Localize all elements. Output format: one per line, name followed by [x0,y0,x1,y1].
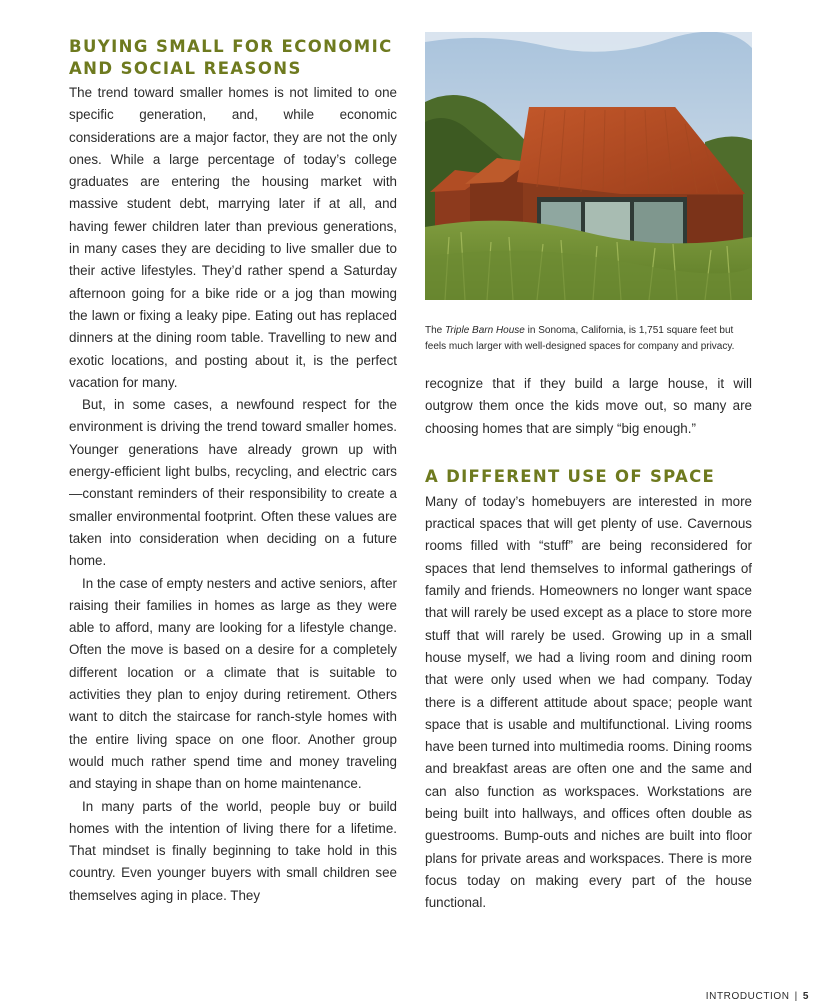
footer-separator: | [794,991,798,1002]
page-footer [706,991,809,1002]
footer-section-name: INTRODUCTION [705,991,790,1002]
triple-barn-house-image [425,32,752,300]
caption-house-name: Triple Barn House [445,325,525,336]
caption-prefix: The [425,325,446,336]
body-paragraph-4: In many parts of the world, people buy or build homes with the intention of living there for a lifetime. That mindset is finally beginning to take hold in this country. Even younger buyers with small children see themselves aging in place. They [69,798,397,903]
house-photo [425,32,752,300]
right-column [425,32,752,915]
photo-caption [425,323,752,355]
body-paragraph-3: In the case of empty nesters and active seniors, after raising their families in homes as large as they were able to afford, many are looking for a lifestyle change. Often the move is based on a desire for a completely different location or a climate that is suitable to activities they plan to enjoy during retirement. Others want to ditch the staircase for ranch-style homes with the entire living space on one floor. Another group would much rather spend time and money traveling and staying in shape than on home maintenance. [69,575,397,792]
left-column [69,36,397,907]
section-heading-different-use: A DIFFERENT USE OF SPACE [425,466,716,486]
body-paragraph-2: But, in some cases, a newfound respect for the environment is driving the trend toward smaller homes. Younger generations have already grown up with energy-efficient light bulbs, recycling, and electric cars—constant reminders of their responsibility to create a smaller environmental footprint. Often these values are taken into consideration when deciding on a future home. [69,397,397,569]
page-number: 5 [802,991,809,1002]
body-paragraph-1: The trend toward smaller homes is not limited to one specific generation, and, while economic considerations are a major factor, they are not the only ones. While a large percentage of today’s college graduates are entering the housing market with massive student debt, marrying later if at all, and having fewer children later than previous generations, in many cases they are deciding to live smaller due to their active lifestyles. They’d rather spend a Saturday afternoon going for a bike ride or a jog than mowing the lawn or fixing a leaky pipe. Eating out has replaced dinners at the dining room table. Travelling to new and exotic locations, and posting about it, is the perfect vacation for many. [69,85,397,390]
caption-text: in Sonoma, California, is 1,751 square feet but feels much larger with well-designed spaces for company and privacy. [425,325,735,352]
body-paragraph-space: Many of today’s homebuyers are interested in more practical spaces that will get plenty of use. Cavernous rooms filled with “stuff” are being reconsidered for spaces that lend themselves to informal gatherings of family and friends. Homeowners no longer want space that will rarely be used except as a place to store more stuff that will rarely be used. Growing up in a small house myself, we had a living room and dining room that were only used when we had company. Today there is a different attitude about space; people want space that is usable and multifunctional. Living rooms have been turned into multimedia rooms. Dining rooms and breakfast areas are often one and the same and can also function as workspaces. Workstations are being built into hallways, and offices often double as guestrooms. Bump-outs and niches are built into floor plans for private areas and workspaces. There is more focus today on making every part of the house functional. [425,493,752,911]
section-heading-buying-small: BUYING SMALL FOR ECONOMIC AND SOCIAL REASONS [69,37,393,78]
continued-paragraph: recognize that if they build a large house, it will outgrow them once the kids move out, so many are choosing homes that are simply “big enough.” [425,376,752,436]
